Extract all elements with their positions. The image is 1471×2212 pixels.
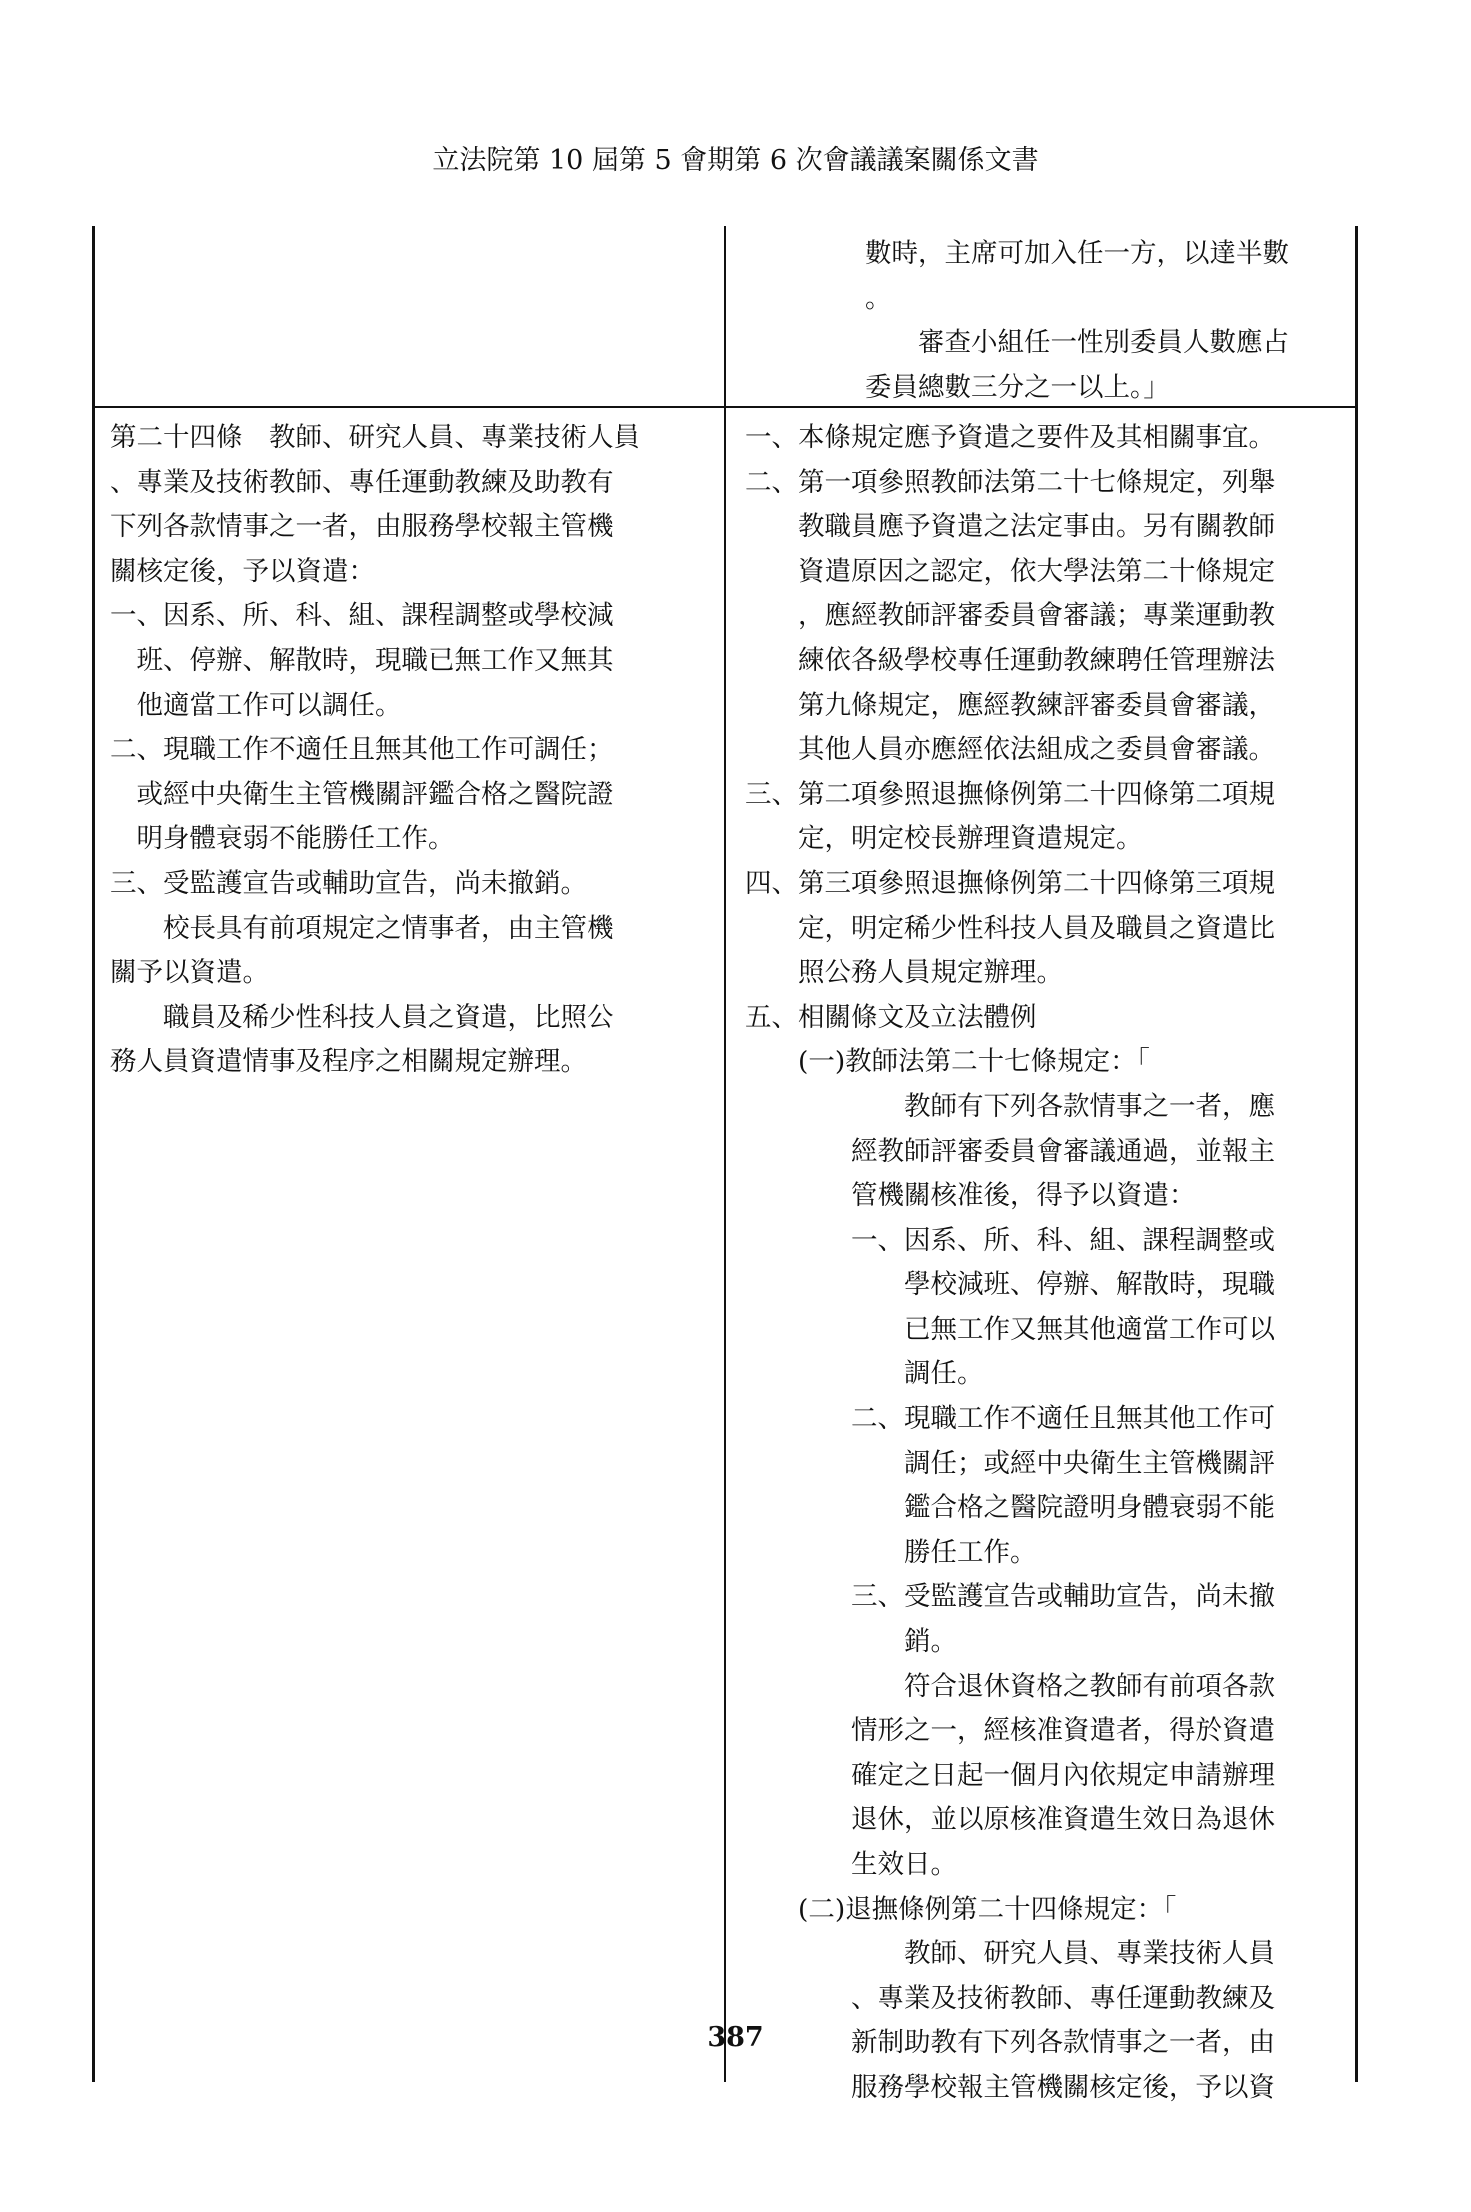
text-line: 三、受監護宣告或輔助宣告，尚未撤銷。 xyxy=(110,867,587,899)
text-line: 第九條規定，應經教練評審委員會審議， xyxy=(745,689,1275,721)
text-line: 退休，並以原核准資遣生效日為退休 xyxy=(745,1804,1275,1836)
text-line: 定，明定稀少性科技人員及職員之資遣比 xyxy=(745,912,1275,944)
text-line: 或經中央衛生主管機關評鑑合格之醫院證 xyxy=(110,778,614,810)
text-line: 經教師評審委員會審議通過，並報主 xyxy=(745,1135,1275,1167)
text-line: 。 xyxy=(865,282,892,314)
text-line: (一)教師法第二十七條規定：「 xyxy=(745,1046,1150,1078)
text-line: 關予以資遣。 xyxy=(110,957,269,989)
text-line: 勝任工作。 xyxy=(745,1536,1037,1568)
text-line: 、專業及技術教師、專任運動教練及 xyxy=(745,1982,1275,2014)
table-center-divider xyxy=(724,226,726,2082)
text-line: 五、相關條文及立法體例 xyxy=(745,1001,1037,1033)
text-line: 管機關核准後，得予以資遣： xyxy=(745,1180,1196,1212)
text-line: 其他人員亦應經依法組成之委員會審議。 xyxy=(745,734,1275,766)
text-line: 調任；或經中央衛生主管機關評 xyxy=(745,1447,1275,1479)
text-line: 情形之一，經核准資遣者，得於資遣 xyxy=(745,1715,1275,1747)
text-line: 二、現職工作不適任且無其他工作可調任； xyxy=(110,734,614,766)
text-line: 關核定後，予以資遣： xyxy=(110,555,375,587)
text-line: 調任。 xyxy=(745,1358,984,1390)
text-line: 三、第二項參照退撫條例第二十四條第二項規 xyxy=(745,778,1275,810)
article-text-column xyxy=(110,416,710,1085)
text-line: 教師有下列各款情事之一者，應 xyxy=(745,1090,1275,1122)
continued-text-cell xyxy=(865,232,1345,410)
text-line: 生效日。 xyxy=(745,1849,957,1880)
table-right-border xyxy=(1355,226,1358,2082)
text-line: 數時，主席可加入任一方，以達半數 xyxy=(865,238,1289,269)
text-line: 一、本條規定應予資遣之要件及其相關事宜。 xyxy=(745,422,1275,453)
text-line: 學校減班、停辦、解散時，現職 xyxy=(745,1269,1275,1301)
text-line: 資遣原因之認定，依大學法第二十條規定 xyxy=(745,555,1275,587)
text-line: 鑑合格之醫院證明身體衰弱不能 xyxy=(745,1492,1275,1524)
page-number: 387 xyxy=(707,2022,764,2053)
text-line: 職員及稀少性科技人員之資遣，比照公 xyxy=(110,1001,614,1033)
text-line: 務人員資遣情事及程序之相關規定辦理。 xyxy=(110,1046,587,1078)
text-line: 第二十四條 教師、研究人員、專業技術人員 xyxy=(110,422,640,453)
text-line: ，應經教師評審委員會審議；專業運動教 xyxy=(745,600,1275,632)
text-line: 審查小組任一性別委員人數應占 xyxy=(865,327,1289,359)
text-line: 二、現職工作不適任且無其他工作可 xyxy=(745,1403,1275,1435)
text-line: 已無工作又無其他適當工作可以 xyxy=(745,1313,1275,1345)
text-line: 確定之日起一個月內依規定申請辦理 xyxy=(745,1759,1275,1791)
text-line: 三、受監護宣告或輔助宣告，尚未撤 xyxy=(745,1581,1275,1613)
document-header: 立法院第 10 屆第 5 會期第 6 次會議議案關係文書 xyxy=(432,145,1039,176)
text-line: 服務學校報主管機關核定後，予以資 xyxy=(745,2071,1275,2103)
explanation-text-column xyxy=(745,416,1345,2111)
text-line: 定，明定校長辦理資遣規定。 xyxy=(745,823,1143,855)
text-line: 他適當工作可以調任。 xyxy=(110,689,402,721)
text-line: 班、停辦、解散時，現職已無工作又無其 xyxy=(110,644,614,676)
text-line: 新制助教有下列各款情事之一者，由 xyxy=(745,2027,1275,2059)
text-line: 明身體衰弱不能勝任工作。 xyxy=(110,823,455,855)
text-line: 、專業及技術教師、專任運動教練及助教有 xyxy=(110,466,614,498)
text-line: 下列各款情事之一者，由服務學校報主管機 xyxy=(110,511,614,543)
text-line: 教職員應予資遣之法定事由。另有關教師 xyxy=(745,511,1275,543)
text-line: 委員總數三分之一以上。」 xyxy=(865,371,1170,403)
text-line: 四、第三項參照退撫條例第二十四條第三項規 xyxy=(745,867,1275,899)
text-line: 銷。 xyxy=(745,1626,957,1658)
table-left-border xyxy=(92,226,95,2082)
text-line: 教師、研究人員、專業技術人員 xyxy=(745,1938,1275,1970)
text-line: (二)退撫條例第二十四條規定：「 xyxy=(745,1893,1177,1925)
text-line: 練依各級學校專任運動教練聘任管理辦法 xyxy=(745,644,1275,676)
text-line: 二、第一項參照教師法第二十七條規定，列舉 xyxy=(745,466,1275,498)
text-line: 符合退休資格之教師有前項各款 xyxy=(745,1670,1275,1702)
text-line: 校長具有前項規定之情事者，由主管機 xyxy=(110,912,614,944)
text-line: 照公務人員規定辦理。 xyxy=(745,957,1063,989)
text-line: 一、因系、所、科、組、課程調整或 xyxy=(745,1224,1275,1256)
text-line: 一、因系、所、科、組、課程調整或學校減 xyxy=(110,600,614,632)
